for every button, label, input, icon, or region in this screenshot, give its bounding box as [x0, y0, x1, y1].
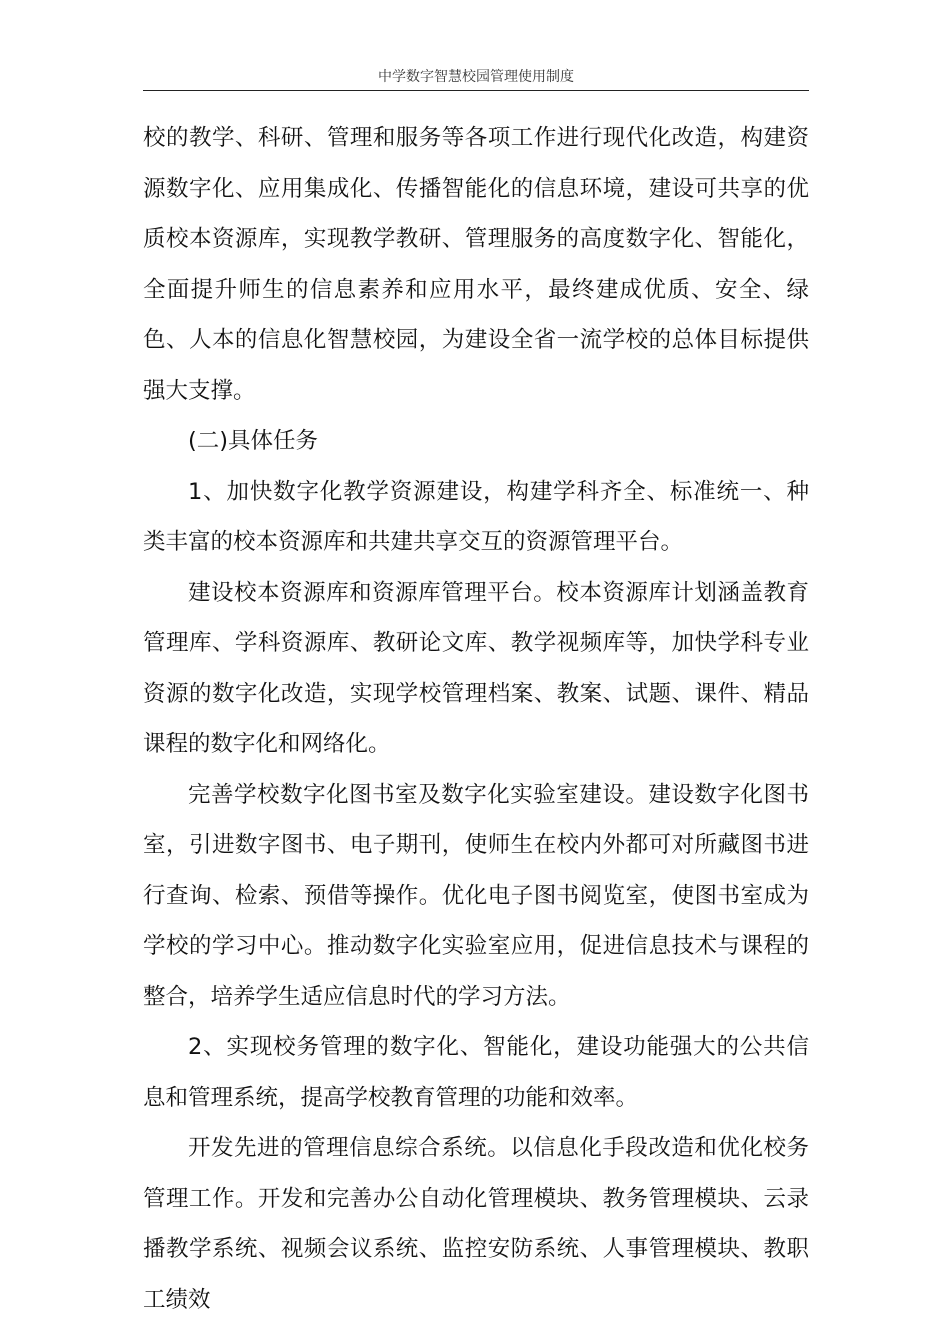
- paragraph-management-system: 开发先进的管理信息综合系统。以信息化手段改造和优化校务管理工作。开发和完善办公自动化管理模块、教务管理模块、云录播教学系统、视频会议系统、监控安防系统、人事管理模块、教职工绩效: [143, 1135, 809, 1313]
- header-rule: [143, 90, 809, 91]
- body-text: [143, 113, 809, 1325]
- paragraph-digital-library: 完善学校数字化图书室及数字化实验室建设。建设数字化图书室，引进数字图书、电子期刊，使师生在校内外都可对所藏图书进行查询、检索、预借等操作。优化电子图书阅览室，使图书室成为学校的学习中心。推动数字化实验室应用，促进信息技术与课程的整合，培养学生适应信息时代的学习方法。: [143, 781, 809, 1010]
- section-heading: (二)具体任务: [188, 428, 319, 454]
- running-header: 中学数字智慧校园管理使用制度: [378, 69, 574, 85]
- paragraph-resource-library: 建设校本资源库和资源库管理平台。校本资源库计划涵盖教育管理库、学科资源库、教研论文库、教学视频库等，加快学科专业资源的数字化改造，实现学校管理档案、教案、试题、课件、精品课程的数字化和网络化。: [143, 579, 809, 757]
- task-item-2: 2、实现校务管理的数字化、智能化，建设功能强大的公共信息和管理系统，提高学校教育管理的功能和效率。: [143, 1034, 809, 1111]
- paragraph-continuation: 校的教学、科研、管理和服务等各项工作进行现代化改造，构建资源数字化、应用集成化、传播智能化的信息环境，建设可共享的优质校本资源库，实现教学教研、管理服务的高度数字化、智能化，全面提升师生的信息素养和应用水平，最终建成优质、安全、绿色、人本的信息化智慧校园，为建设全省一流学校的总体目标提供强大支撑。: [143, 125, 809, 404]
- task-item-1: 1、加快数字化教学资源建设，构建学科齐全、标准统一、种类丰富的校本资源库和共建共享交互的资源管理平台。: [143, 478, 809, 555]
